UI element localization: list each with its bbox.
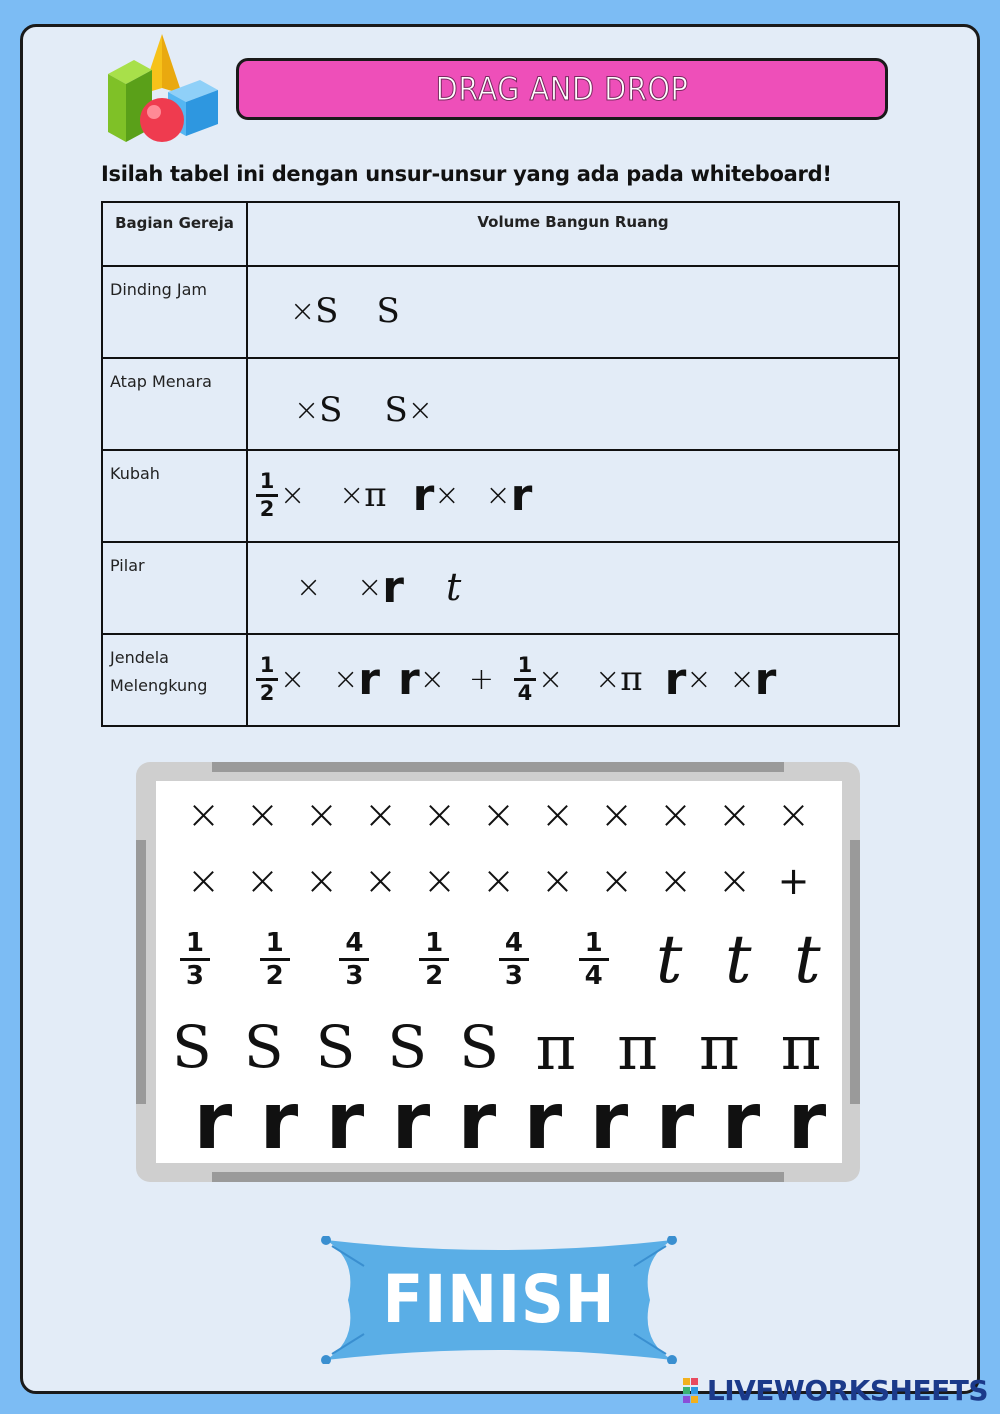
volume-table bbox=[101, 201, 900, 727]
draggable-token[interactable]: S bbox=[243, 1013, 284, 1081]
drop-zone-pilar[interactable] bbox=[248, 543, 898, 631]
draggable-token[interactable]: $\frac{1}{2}$ bbox=[395, 915, 475, 1003]
draggable-token[interactable]: × bbox=[186, 792, 221, 838]
draggable-token[interactable]: r bbox=[391, 1077, 431, 1167]
geometric-shapes-icon bbox=[104, 32, 222, 144]
drop-zone-jendela-melengkung[interactable] bbox=[248, 635, 898, 723]
draggable-token[interactable]: π bbox=[699, 1010, 740, 1084]
draggable-token[interactable]: × bbox=[304, 792, 339, 838]
draggable-token[interactable]: × bbox=[422, 792, 457, 838]
row-label: Atap Menara bbox=[110, 372, 212, 391]
draggable-token[interactable]: × bbox=[658, 858, 693, 904]
drop-zone-atap-menara[interactable] bbox=[248, 359, 898, 447]
draggable-token[interactable]: r bbox=[325, 1077, 365, 1167]
placed-token[interactable]: S bbox=[376, 291, 400, 331]
draggable-token[interactable]: × bbox=[599, 792, 634, 838]
draggable-token[interactable]: × bbox=[245, 858, 280, 904]
drop-zone-dinding-jam[interactable] bbox=[248, 267, 898, 355]
placed-token[interactable]: × r bbox=[357, 561, 404, 613]
placed-token[interactable]: $\frac{1}{4}$ × bbox=[514, 655, 563, 704]
placed-token[interactable]: × S bbox=[290, 291, 339, 331]
row-label: Jendela Melengkung bbox=[110, 648, 208, 695]
placed-token[interactable]: × r bbox=[333, 653, 380, 705]
whiteboard bbox=[156, 781, 842, 1167]
draggable-token[interactable]: r bbox=[787, 1077, 827, 1167]
draggable-token[interactable]: r bbox=[589, 1077, 629, 1167]
draggable-token[interactable]: S bbox=[387, 1013, 428, 1081]
draggable-token[interactable]: r bbox=[655, 1077, 695, 1167]
draggable-token[interactable]: r bbox=[457, 1077, 497, 1167]
draggable-token[interactable]: $\frac{1}{4}$ bbox=[555, 915, 635, 1003]
draggable-token[interactable]: $\frac{4}{3}$ bbox=[475, 915, 555, 1003]
draggable-token[interactable]: π bbox=[535, 1010, 577, 1084]
draggable-token[interactable]: × bbox=[245, 792, 280, 838]
draggable-token[interactable]: × bbox=[304, 858, 339, 904]
placed-token[interactable]: r × bbox=[397, 653, 445, 705]
header-volume-bangun-ruang: Volume Bangun Ruang bbox=[247, 202, 899, 266]
draggable-token[interactable]: $\frac{1}{3}$ bbox=[156, 915, 236, 1003]
draggable-token[interactable]: t bbox=[724, 920, 752, 998]
row-label: Dinding Jam bbox=[110, 280, 207, 299]
draggable-token[interactable]: × bbox=[540, 858, 575, 904]
draggable-token[interactable]: × bbox=[481, 792, 516, 838]
draggable-token[interactable]: π bbox=[780, 1010, 822, 1084]
liveworksheets-icon bbox=[683, 1378, 707, 1404]
title-banner bbox=[236, 58, 888, 120]
placed-token[interactable]: + bbox=[468, 661, 494, 697]
placed-token[interactable]: × π bbox=[595, 659, 643, 699]
draggable-token[interactable]: π bbox=[617, 1010, 658, 1084]
draggable-token[interactable]: + bbox=[777, 859, 810, 903]
draggable-token[interactable]: S bbox=[459, 1013, 499, 1081]
draggable-token[interactable]: × bbox=[481, 858, 516, 904]
placed-token[interactable]: × r bbox=[729, 653, 777, 705]
draggable-token[interactable]: × bbox=[717, 792, 752, 838]
finish-button[interactable]: FINISH bbox=[382, 1260, 616, 1338]
draggable-token[interactable]: r bbox=[721, 1077, 761, 1167]
draggable-token[interactable]: S bbox=[315, 1013, 356, 1081]
draggable-token[interactable]: × bbox=[422, 858, 457, 904]
page-title: DRAG AND DROP bbox=[435, 70, 689, 108]
branding-text: LIVEWORKSHEETS bbox=[706, 1374, 988, 1407]
placed-token[interactable]: × π bbox=[339, 475, 387, 515]
header-bagian-gereja: Bagian Gereja bbox=[102, 202, 247, 266]
liveworksheets-logo bbox=[683, 1374, 988, 1407]
draggable-token[interactable]: × bbox=[540, 792, 575, 838]
row-label: Kubah bbox=[110, 464, 160, 483]
placed-token[interactable]: × S bbox=[294, 390, 343, 430]
draggable-token[interactable]: $\frac{4}{3}$ bbox=[316, 915, 396, 1003]
placed-token[interactable]: r × bbox=[412, 469, 460, 521]
drop-zone-kubah[interactable] bbox=[248, 451, 898, 539]
row-label: Pilar bbox=[110, 556, 145, 575]
draggable-token[interactable]: r bbox=[523, 1077, 563, 1167]
placed-token[interactable]: r × bbox=[664, 653, 712, 705]
draggable-token[interactable]: t bbox=[655, 920, 683, 998]
draggable-token[interactable]: × bbox=[599, 858, 634, 904]
placed-token[interactable]: S × bbox=[384, 390, 433, 430]
instruction-text: Isilah tabel ini dengan unsur-unsur yang ada pada whiteboard! bbox=[101, 162, 832, 186]
draggable-token[interactable]: t bbox=[794, 920, 821, 998]
placed-token[interactable]: $\frac{1}{2}$ × bbox=[256, 655, 305, 704]
placed-token[interactable]: × r bbox=[485, 469, 533, 521]
draggable-token[interactable]: r bbox=[193, 1077, 233, 1167]
placed-token[interactable]: $\frac{1}{2}$ × bbox=[256, 471, 305, 520]
draggable-token[interactable]: r bbox=[259, 1077, 299, 1167]
draggable-token[interactable]: × bbox=[363, 858, 398, 904]
placed-token[interactable]: × bbox=[296, 569, 322, 605]
draggable-token[interactable]: × bbox=[363, 792, 398, 838]
placed-token[interactable]: t bbox=[445, 565, 462, 609]
draggable-token[interactable]: × bbox=[776, 792, 811, 838]
draggable-token[interactable]: × bbox=[186, 858, 221, 904]
draggable-token[interactable]: × bbox=[658, 792, 693, 838]
draggable-token[interactable]: S bbox=[172, 1013, 212, 1081]
draggable-token[interactable]: $\frac{1}{2}$ bbox=[236, 915, 316, 1003]
draggable-token[interactable]: × bbox=[717, 858, 752, 904]
